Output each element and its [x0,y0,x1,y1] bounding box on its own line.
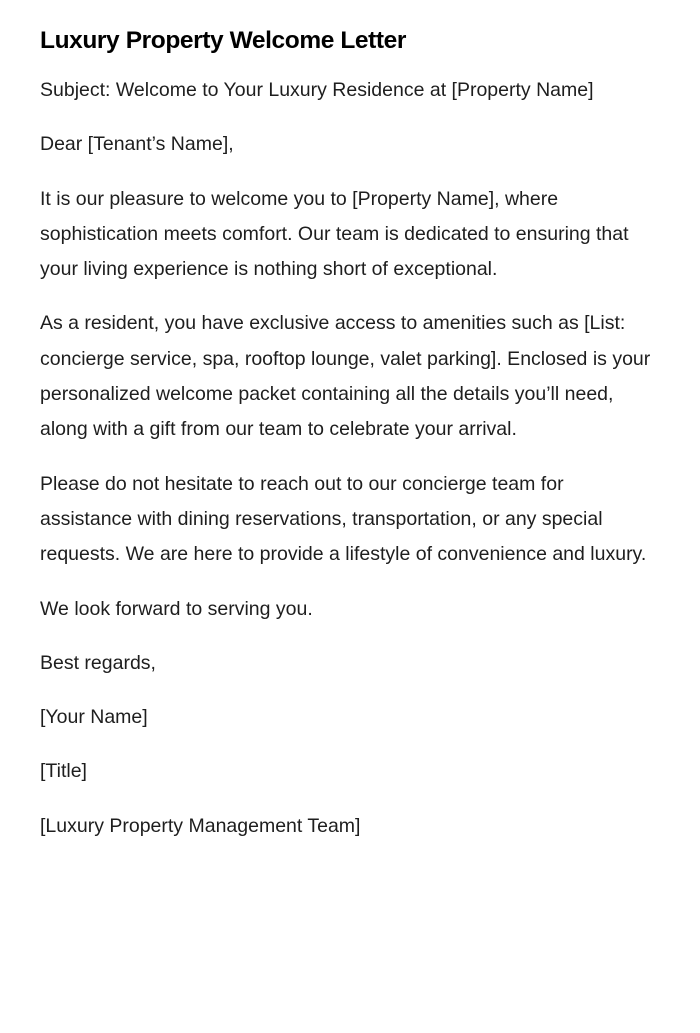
document-title: Luxury Property Welcome Letter [40,27,407,54]
signature-name: [Your Name] [40,706,148,729]
signature-team: [Luxury Property Management Team] [40,814,361,837]
salutation: Dear [Tenant’s Name], [40,133,234,156]
subject-line: Subject: Welcome to Your Luxury Residence at [Property Name] [40,79,594,101]
body-paragraph-amenities: As a resident, you have exclusive access to amenities such as [List: concierge service, spa, rooftop lounge, valet parking]. Enclosed is your personalized welcome packet containing all the details you’ll need, along with a gift from our team to celebrate your arrival. [40,312,651,441]
body-paragraph-welcome: It is our pleasure to welcome you to [Property Name], where sophistication meets comfort. Our team is dedicated to ensuring that your living experience is nothing short of exceptional. [40,187,629,281]
sign-off: Best regards, [40,651,156,674]
signature-title: [Title] [40,760,87,783]
body-paragraph-concierge: Please do not hesitate to reach out to our concierge team for assistance with dining reservations, transportation, or any special requests. We are here to provide a lifestyle of convenience and luxury. [40,472,647,566]
closing-line: We look forward to serving you. [40,597,313,620]
